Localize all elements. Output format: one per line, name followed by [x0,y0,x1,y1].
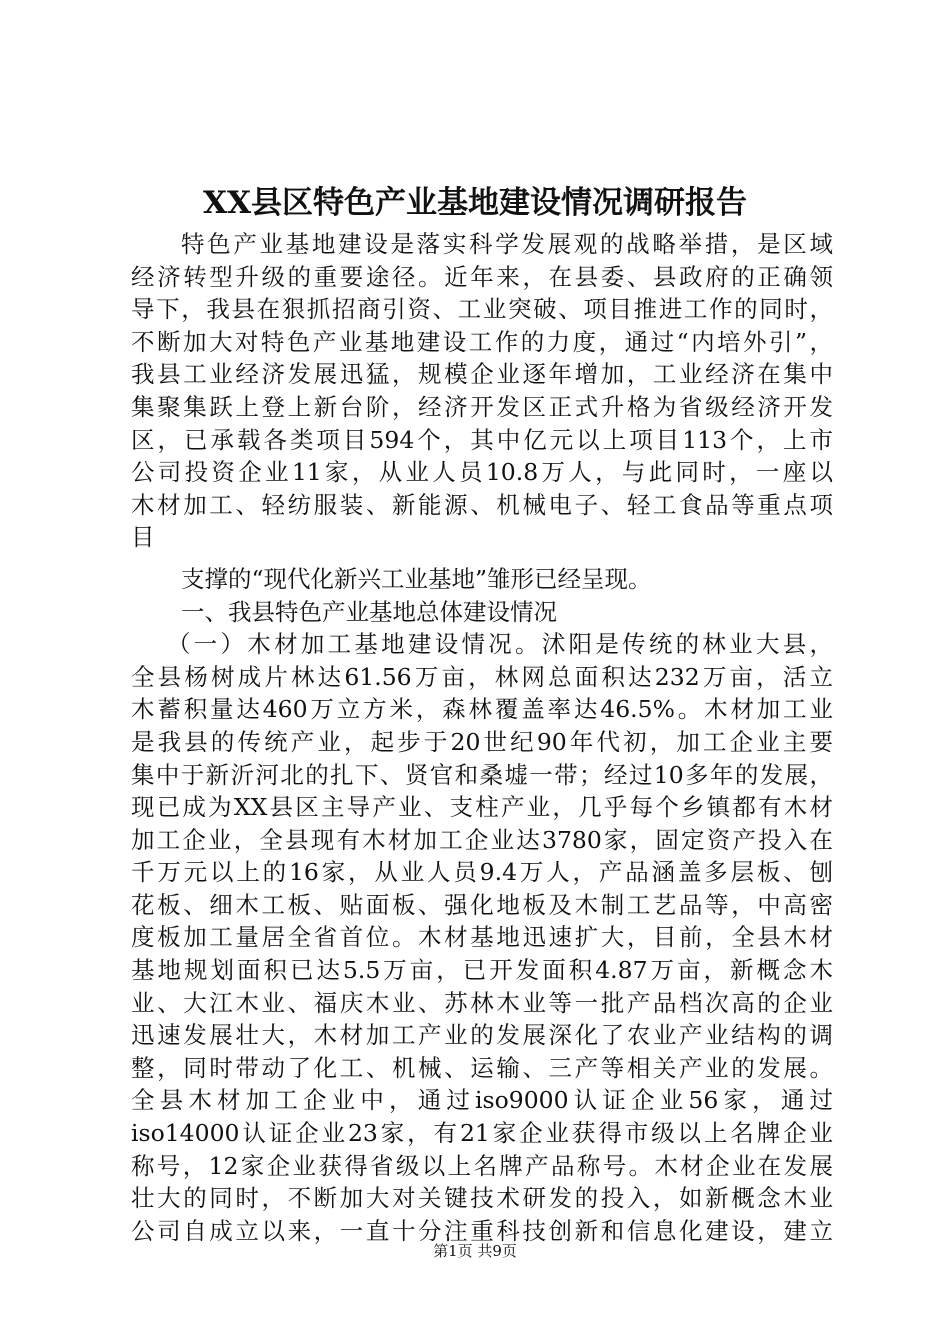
text-line: 花板、细木工板、贴面板、强化地板及木制工艺品等，中高密 [131,890,833,919]
text-line: 区，已承载各类项目594个，其中亿元以上项目113个，上市 [131,425,833,454]
section-heading: 一、我县特色产业基地总体建设情况 [181,597,557,626]
page-footer: 第1页 共9页 [433,1242,517,1260]
text-line: （一）木材加工基地建设情况。沭阳是传统的林业大县， [167,630,833,659]
text-line: 特色产业基地建设是落实科学发展观的战略举措，是区域 [181,230,833,258]
document-title: XX县区特色产业基地建设情况调研报告 [202,185,748,221]
text-line: 现已成为XX县区主导产业、支柱产业，几乎每个乡镇都有木材 [131,793,833,822]
text-line: 是我县的传统产业，起步于20世纪90年代初，加工企业主要 [131,727,833,756]
text-line: 整，同时带动了化工、机械、运输、三产等相关产业的发展。 [131,1053,833,1082]
text-line: 基地规划面积已达5.5万亩，已开发面积4.87万亩，新概念木 [131,956,833,985]
text-line: 称号，12家企业获得省级以上名牌产品称号。木材企业在发展 [131,1151,833,1180]
text-line: 集中于新沂河北的扎下、贤官和桑墟一带；经过10多年的发展， [131,760,833,789]
text-line: 导下，我县在狠抓招商引资、工业突破、项目推进工作的同时， [131,295,833,324]
text-line: 业、大江木业、福庆木业、苏林木业等一批产品档次高的企业 [131,988,833,1017]
text-line: 不断加大对特色产业基地建设工作的力度，通过“内培外引”， [131,327,833,356]
text-line: 木材加工、轻纺服装、新能源、机械电子、轻工食品等重点项 [131,490,833,519]
text-line: 全县木材加工企业中，通过iso9000认证企业56家，通过 [131,1086,833,1115]
text-line: 支撑的“现代化新兴工业基地”雏形已经呈现。 [181,564,652,593]
text-line: 木蓄积量达460万立方米，森林覆盖率达46.5%。木材加工业 [131,695,833,724]
text-line: 全县杨树成片林达61.56万亩，林网总面积达232万亩，活立 [131,662,833,691]
text-line: 我县工业经济发展迅猛，规模企业逐年增加，工业经济在集中 [131,360,833,389]
text-line: 壮大的同时，不断加大对关键技术研发的投入，如新概念木业 [131,1184,833,1213]
text-line: 千万元以上的16家，从业人员9.4万人，产品涵盖多层板、刨 [131,858,833,887]
text-line: 度板加工量居全省首位。木材基地迅速扩大，目前，全县木材 [131,923,833,952]
text-line: 经济转型升级的重要途径。近年来，在县委、县政府的正确领 [131,262,833,291]
text-line: 迅速发展壮大，木材加工产业的发展深化了农业产业结构的调 [131,1021,833,1050]
text-line: 集聚集跃上登上新台阶，经济开发区正式升格为省级经济开发 [131,392,833,421]
text-line: 公司自成立以来，一直十分注重科技创新和信息化建设，建立 [131,1216,833,1245]
text-line: iso14000认证企业23家，有21家企业获得市级以上名牌企业 [131,1119,833,1148]
text-line: 加工企业，全县现有木材加工企业达3780家，固定资产投入在 [131,825,833,854]
text-line: 公司投资企业11家，从业人员10.8万人，与此同时，一座以 [131,458,833,487]
text-line: 目 [131,523,155,552]
document-body [131,228,833,1247]
